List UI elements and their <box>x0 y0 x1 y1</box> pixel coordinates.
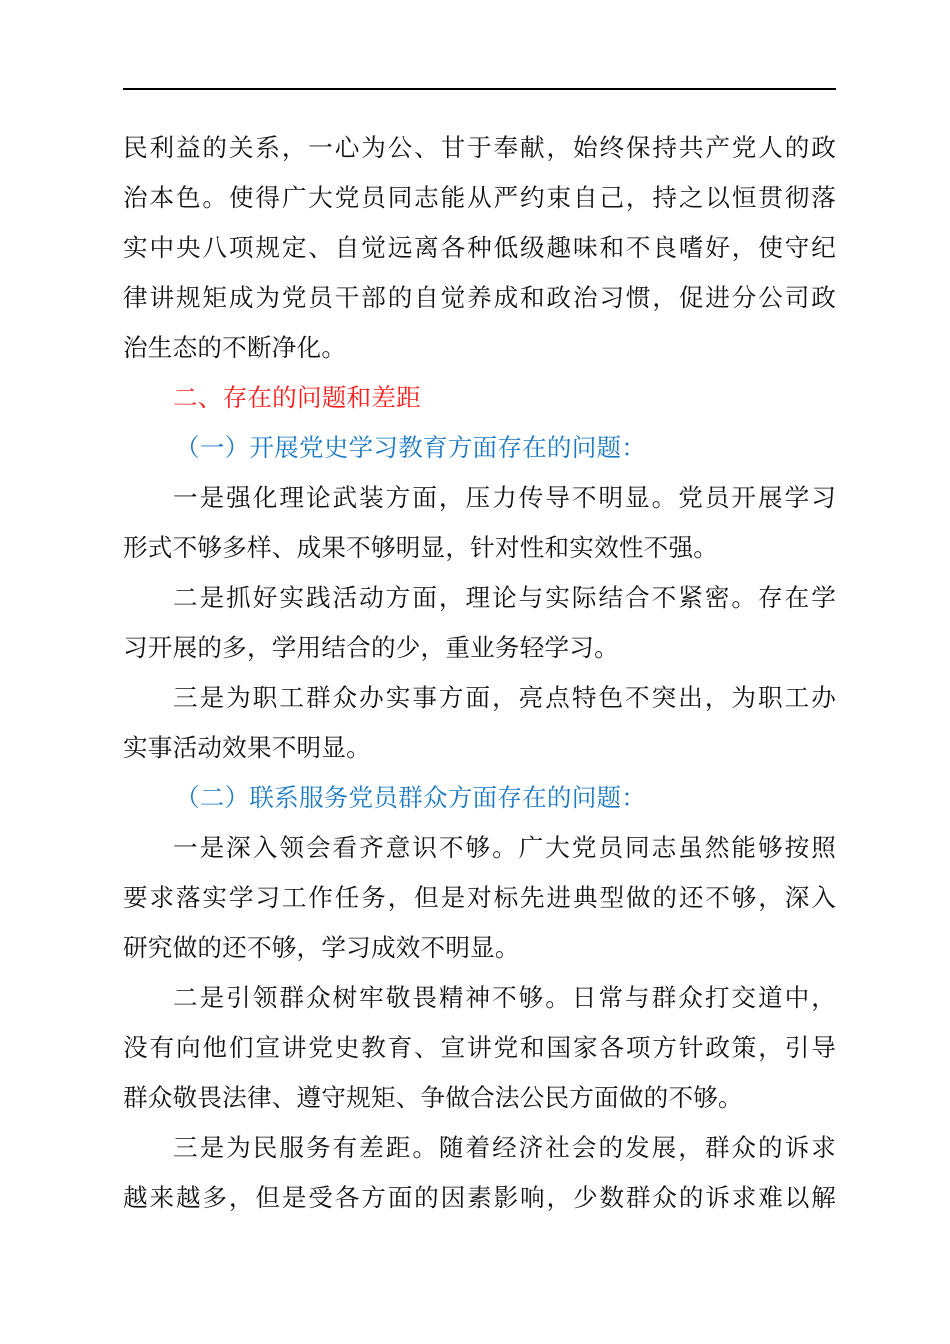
body-line: 治本色。使得广大党员同志能从严约束自己，持之以恒贯彻落 <box>123 183 836 212</box>
paragraph-line: 群众敬畏法律、遵守规矩、争做合法公民方面做的不够。 <box>123 1083 743 1112</box>
body-line: 实中央八项规定、自觉远离各种低级趣味和不良嗜好，使守纪 <box>123 233 836 262</box>
paragraph-line: 二是抓好实践活动方面，理论与实际结合不紧密。存在学 <box>173 583 836 612</box>
body-line: 民利益的关系，一心为公、甘于奉献，始终保持共产党人的政 <box>123 133 836 162</box>
subsection-heading: （一）开展党史学习教育方面存在的问题： <box>175 433 647 462</box>
body-line: 治生态的不断净化。 <box>123 333 347 362</box>
paragraph-line: 一是深入领会看齐意识不够。广大党员同志虽然能够按照 <box>173 833 836 862</box>
paragraph-line: 研究做的还不够，学习成效不明显。 <box>123 933 520 962</box>
section-heading: 二、存在的问题和差距 <box>173 383 421 412</box>
paragraph-line: 越来越多，但是受各方面的因素影响，少数群众的诉求难以解 <box>123 1183 836 1212</box>
paragraph-line: 习开展的多，学用结合的少，重业务轻学习。 <box>123 633 619 662</box>
paragraph-line: 三是为民服务有差距。随着经济社会的发展，群众的诉求 <box>173 1133 836 1162</box>
paragraph-line: 形式不够多样、成果不够明显，针对性和实效性不强。 <box>123 533 719 562</box>
paragraph-line: 三是为职工群众办实事方面，亮点特色不突出，为职工办 <box>173 683 836 712</box>
header-rule <box>123 88 836 90</box>
paragraph-line: 一是强化理论武装方面，压力传导不明显。党员开展学习 <box>173 483 836 512</box>
paragraph-line: 实事活动效果不明显。 <box>123 733 371 762</box>
body-line: 律讲规矩成为党员干部的自觉养成和政治习惯，促进分公司政 <box>123 283 836 312</box>
paragraph-line: 没有向他们宣讲党史教育、宣讲党和国家各项方针政策，引导 <box>123 1033 836 1062</box>
subsection-heading: （二）联系服务党员群众方面存在的问题： <box>175 783 647 812</box>
paragraph-line: 二是引领群众树牢敬畏精神不够。日常与群众打交道中， <box>173 983 836 1012</box>
paragraph-line: 要求落实学习工作任务，但是对标先进典型做的还不够，深入 <box>123 883 836 912</box>
